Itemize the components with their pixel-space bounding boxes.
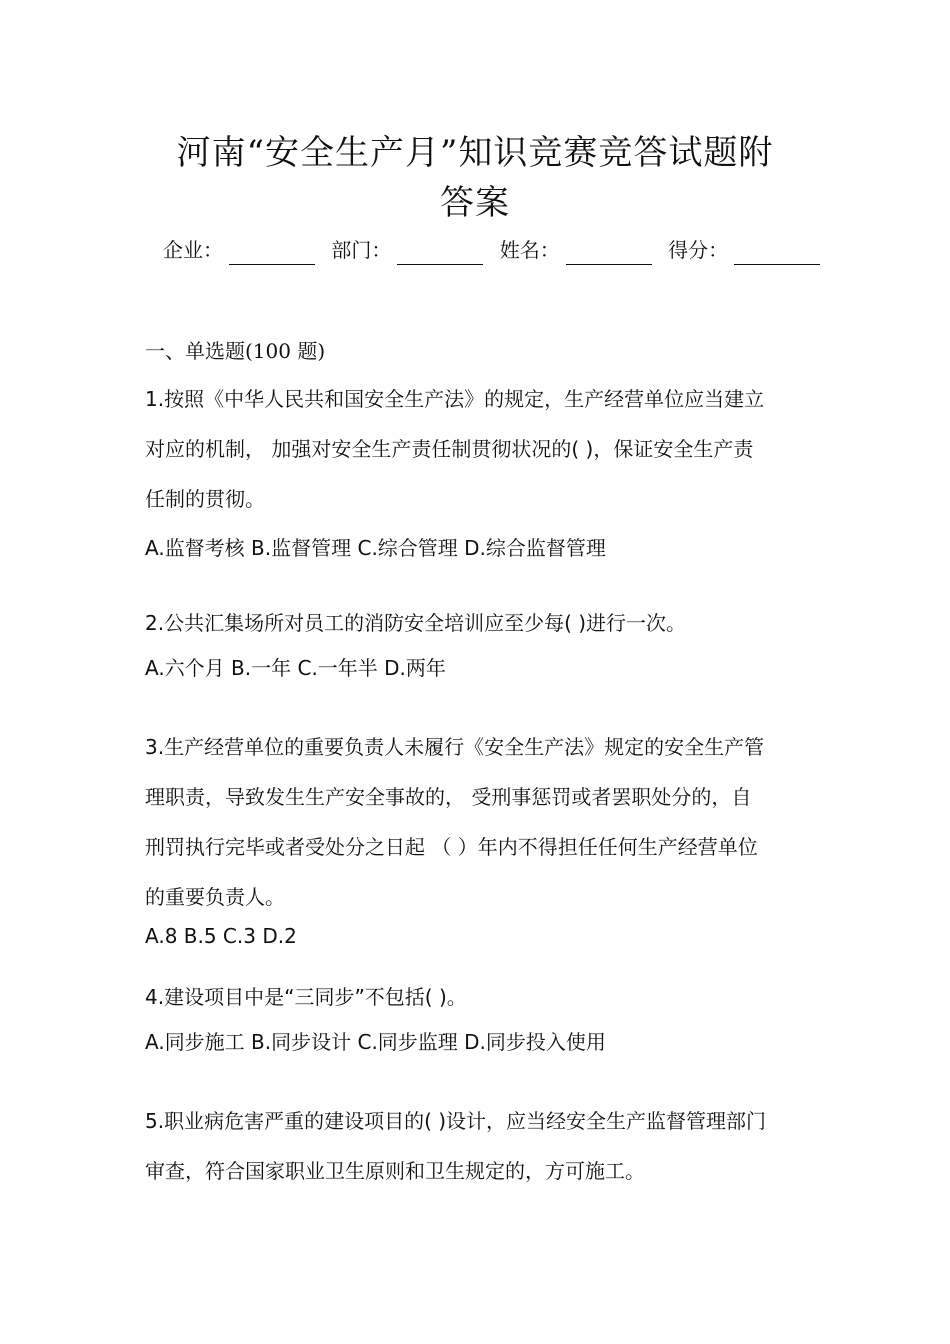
question-5-stem-line-2: 审查，符合国家职业卫生原则和卫生规定的，方可施工。 <box>145 1159 645 1183</box>
question-3-stem-line-2: 理职责，导致发生生产安全事故的， 受刑事惩罚或者罢职处分的，自 <box>145 785 752 809</box>
field-score-label: 得分： <box>668 238 729 262</box>
field-company-label: 企业： <box>163 238 223 262</box>
document-title-line-2: 答案 <box>440 183 510 223</box>
question-2-options: A.六个月 B.一年 C.一年半 D.两年 <box>145 656 446 680</box>
info-fields-row <box>163 235 803 265</box>
field-name <box>500 235 652 265</box>
field-company-blank[interactable] <box>229 244 315 265</box>
section-heading: 一、单选题(100 题) <box>145 339 326 363</box>
field-department-blank[interactable] <box>397 244 483 265</box>
question-5 <box>145 1096 810 1196</box>
question-2 <box>145 598 810 688</box>
question-1-options: A.监督考核 B.监督管理 C.综合管理 D.综合监督管理 <box>145 536 606 560</box>
question-3 <box>145 722 810 950</box>
question-4-options: A.同步施工 B.同步设计 C.同步监理 D.同步投入使用 <box>145 1030 606 1054</box>
question-1-stem-line-1: 1.按照《中华人民共和国安全生产法》的规定，生产经营单位应当建立 <box>145 387 765 411</box>
question-3-stem-line-1: 3.生产经营单位的重要负责人未履行《安全生产法》规定的安全生产管 <box>145 735 765 759</box>
field-company <box>163 235 315 265</box>
question-5-stem-line-1: 5.职业病危害严重的建设项目的( )设计，应当经安全生产监督管理部门 <box>145 1109 767 1133</box>
field-department <box>331 235 483 265</box>
field-score-blank[interactable] <box>734 244 820 265</box>
question-1-stem-line-3: 任制的贯彻。 <box>145 487 265 511</box>
question-4-stem-line-1: 4.建设项目中是“三同步”不包括( )。 <box>145 985 467 1009</box>
document-title-line-1: 河南“安全生产月”知识竞赛竞答试题附 <box>176 133 774 173</box>
field-name-label: 姓名： <box>499 238 560 262</box>
field-name-blank[interactable] <box>566 244 652 265</box>
field-department-label: 部门： <box>331 238 392 262</box>
question-2-stem-line-1: 2.公共汇集场所对员工的消防安全培训应至少每( )进行一次。 <box>145 611 687 635</box>
field-score <box>668 235 820 265</box>
question-3-options: A.8 B.5 C.3 D.2 <box>145 924 297 948</box>
question-4 <box>145 972 810 1062</box>
question-1-stem-line-2: 对应的机制， 加强对安全生产责任制贯彻状况的( )，保证安全生产责 <box>145 437 754 461</box>
question-1 <box>145 374 810 568</box>
question-3-stem-line-3: 刑罚执行完毕或者受处分之日起 （ ）年内不得担任任何生产经营单位 <box>145 835 758 859</box>
question-3-stem-line-4: 的重要负责人。 <box>145 885 285 909</box>
